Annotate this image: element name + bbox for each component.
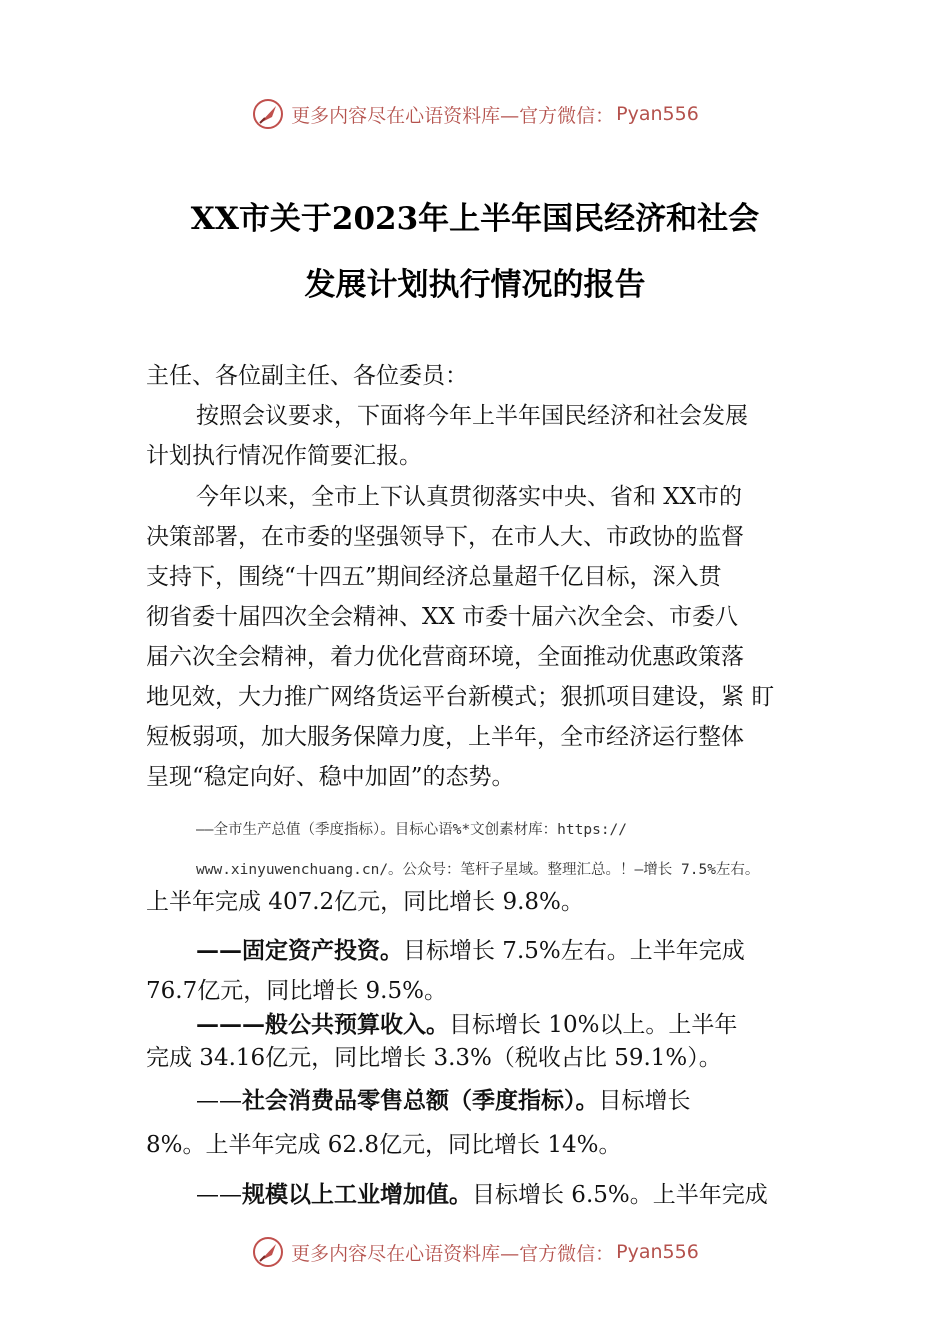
watermark-text: 更多内容尽在心语资料库—官方微信： xyxy=(291,104,615,127)
item-heading: ——固定资产投资。 xyxy=(196,937,403,964)
inserted-note-line1: ——全市生产总值（季度指标）。目标心语%*文创素材库：https:// xyxy=(196,822,628,838)
watermark-text: 更多内容尽在心语资料库—官方微信： xyxy=(291,1242,615,1265)
item-dash: —— xyxy=(196,1182,242,1208)
paragraph-2-line8: 呈现“稳定向好、稳中加固”的态势。 xyxy=(146,764,515,790)
item-text: 目标增长 xyxy=(598,1088,691,1114)
item-dash: —— xyxy=(196,1088,242,1114)
item-retail-sales xyxy=(146,1081,816,1121)
paragraph-2-line4: 彻省委十届四次全会精神、XX 市委十届六次全会、市委八 xyxy=(146,604,739,630)
watermark-footer xyxy=(0,1232,950,1272)
document-title-line2: 发展计划执行情况的报告 xyxy=(304,267,646,303)
item-heading: ———般公共预算收入。 xyxy=(196,1011,449,1038)
item-industrial-value-added xyxy=(146,1175,816,1215)
paragraph-1-line1: 按照会议要求，下面将今年上半年国民经济和社会发展 xyxy=(196,403,748,429)
quill-logo-icon xyxy=(251,97,285,131)
inserted-note-line2: www.xinyuwenchuang.cn/。公众号：笔杆子星域。整理汇总。！—增长 7.5%左右。 xyxy=(196,862,760,878)
item-text: 目标增长 6.5%。上半年完成 xyxy=(472,1182,768,1208)
gdp-result: 上半年完成 407.2亿元，同比增长 9.8%。 xyxy=(146,889,584,915)
item-text: 目标增长 10%以上。上半年 xyxy=(449,1012,738,1038)
paragraph-1-line2: 计划执行情况作简要汇报。 xyxy=(146,443,422,469)
item-fixed-asset-investment-cont: 76.7亿元，同比增长 9.5%。 xyxy=(146,978,447,1004)
item-text: 目标增长 7.5%左右。上半年完成 xyxy=(403,938,745,964)
item-heading: 社会消费品零售总额（季度指标）。 xyxy=(242,1087,599,1114)
paragraph-2-line3: 支持下，围绕“十四五”期间经济总量超千亿目标，深入贯 xyxy=(146,564,722,590)
item-public-budget-revenue-cont: 完成 34.16亿元，同比增长 3.3%（税收占比 59.1%）。 xyxy=(146,1045,722,1071)
watermark-header xyxy=(0,94,950,134)
paragraph-2-line6: 地见效，大力推广网络货运平台新模式；狠抓项目建设，紧 盯 xyxy=(146,684,775,710)
item-fixed-asset-investment xyxy=(146,931,816,971)
item-retail-sales-cont: 8%。上半年完成 62.8亿元，同比增长 14%。 xyxy=(146,1132,622,1158)
item-heading: 规模以上工业增加值。 xyxy=(242,1181,472,1208)
paragraph-2-line7: 短板弱项，加大服务保障力度，上半年，全市经济运行整体 xyxy=(146,724,744,750)
salutation: 主任、各位副主任、各位委员： xyxy=(146,363,468,389)
paragraph-2-line2: 决策部署，在市委的坚强领导下，在市人大、市政协的监督 xyxy=(146,524,744,550)
quill-logo-icon xyxy=(251,1235,285,1269)
watermark-code: Pyan556 xyxy=(616,1241,699,1263)
watermark-code: Pyan556 xyxy=(616,103,699,125)
paragraph-2-line5: 届六次全会精神，着力优化营商环境，全面推动优惠政策落 xyxy=(146,644,744,670)
document-title-line1: XX市关于2023年上半年国民经济和社会 xyxy=(190,201,760,237)
paragraph-2-line1: 今年以来，全市上下认真贯彻落实中央、省和 XX市的 xyxy=(196,484,743,510)
